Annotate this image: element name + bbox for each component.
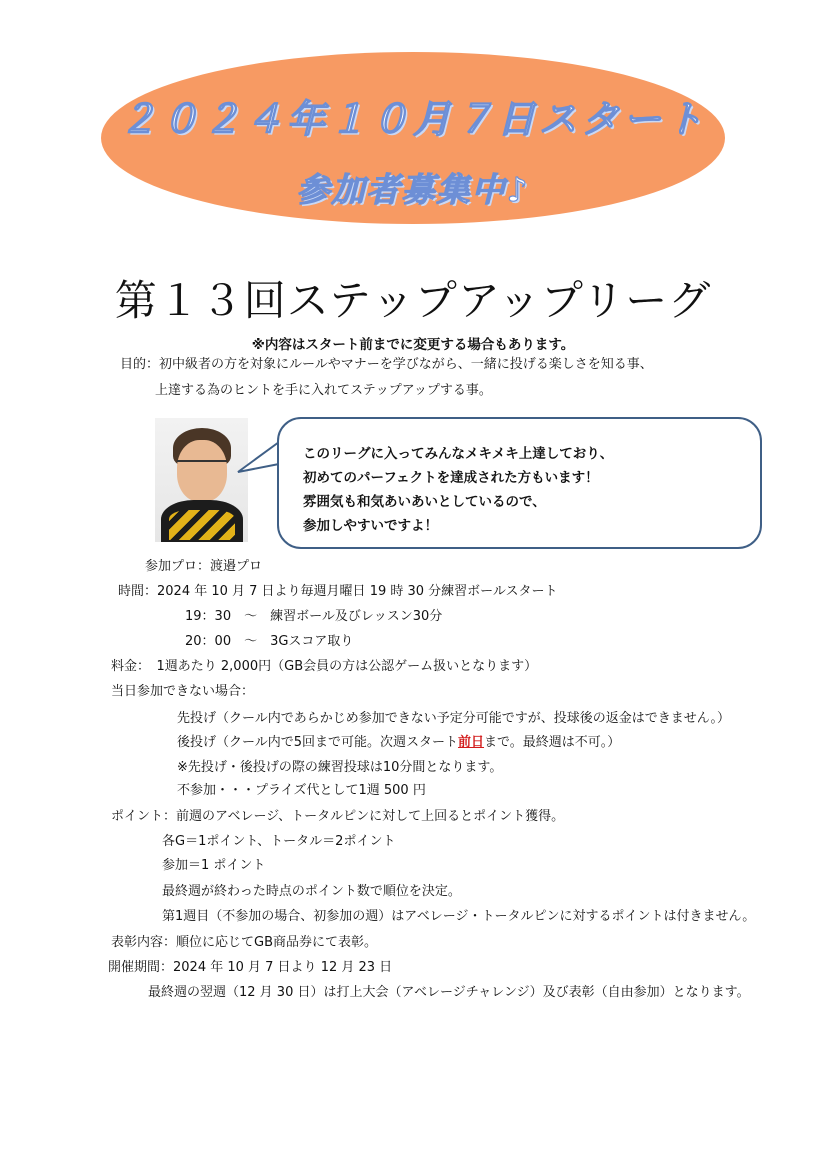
fee: 料金： 1週あたり 2,000円（GB会員の方は公認ゲーム扱いとなります） (111, 659, 538, 674)
absence-post-throw: 後投げ（クール内で5回まで可能。次週スタート前日まで。最終週は不可。） (177, 735, 621, 750)
purpose-line-2: 上達する為のヒントを手に入れてステップアップする事。 (155, 383, 492, 398)
absence-pre-throw: 先投げ（クール内であらかじめ参加できない予定分可能ですが、投球後の返金はできません。） (177, 711, 731, 726)
change-notice: ※内容はスタート前までに変更する場合もあります。 (251, 337, 575, 353)
period-line-1: 開催期間：2024 年 10 月 7 日より 12 月 23 日 (108, 960, 393, 975)
speech-bubble-tail (236, 440, 281, 480)
bubble-line-1: このリーグに入ってみんなメキメキ上達しており、 (303, 446, 614, 462)
schedule-line-3: 20：00 ～ 3Gスコア取り (185, 634, 354, 649)
bubble-line-4: 参加しやすいですよ！ (303, 518, 438, 534)
page-title: 第１３回ステップアップリーグ (114, 276, 712, 325)
schedule-line-2: 19：30 ～ 練習ボール及びレッスン30分 (185, 609, 443, 624)
pro-photo (155, 418, 248, 542)
purpose-line-1: 目的：初中級者の方を対象にルールやマナーを学びながら、一緒に投げる楽しさを知る事、 (120, 357, 653, 372)
points-line-1: 各G＝1ポイント、トータル＝2ポイント (162, 834, 396, 849)
schedule-line-1: 時間：2024 年 10 月 7 日より毎週月曜日 19 時 30 分練習ボールスタート (118, 584, 558, 599)
award: 表彰内容：順位に応じてGB商品券にて表彰。 (111, 935, 377, 950)
highlight-previous-day: 前日 (458, 735, 485, 750)
absence-heading: 当日参加できない場合： (111, 684, 255, 699)
bubble-line-3: 雰囲気も和気あいあいとしているので、 (303, 494, 546, 510)
period-line-2: 最終週の翌週（12 月 30 日）は打上大会（アベレージチャレンジ）及び表彰（自由参加）となります。 (148, 985, 750, 1000)
points-line-3: 最終週が終わった時点のポイント数で順位を決定。 (162, 884, 461, 899)
points-line-4: 第1週目（不参加の場合、初参加の週）はアベレージ・トータルピンに対するポイントは付きません。 (162, 909, 756, 924)
points-line-2: 参加＝1 ポイント (162, 858, 266, 873)
bubble-line-2: 初めてのパーフェクトを達成された方もいます！ (303, 470, 599, 486)
points-heading: ポイント：前週のアベレージ、トータルピンに対して上回るとポイント獲得。 (111, 809, 565, 824)
absence-nonparticipation: 不参加・・・プライズ代として1週 500 円 (177, 783, 426, 798)
banner-recruiting: 参加者募集中♪ (296, 170, 530, 209)
pro-name: 参加プロ：渡邉プロ (145, 559, 263, 574)
banner-start-date: ２０２４年１０月７日スタート (118, 97, 707, 141)
absence-note: ※先投げ・後投げの際の練習投球は10分間となります。 (177, 760, 503, 775)
